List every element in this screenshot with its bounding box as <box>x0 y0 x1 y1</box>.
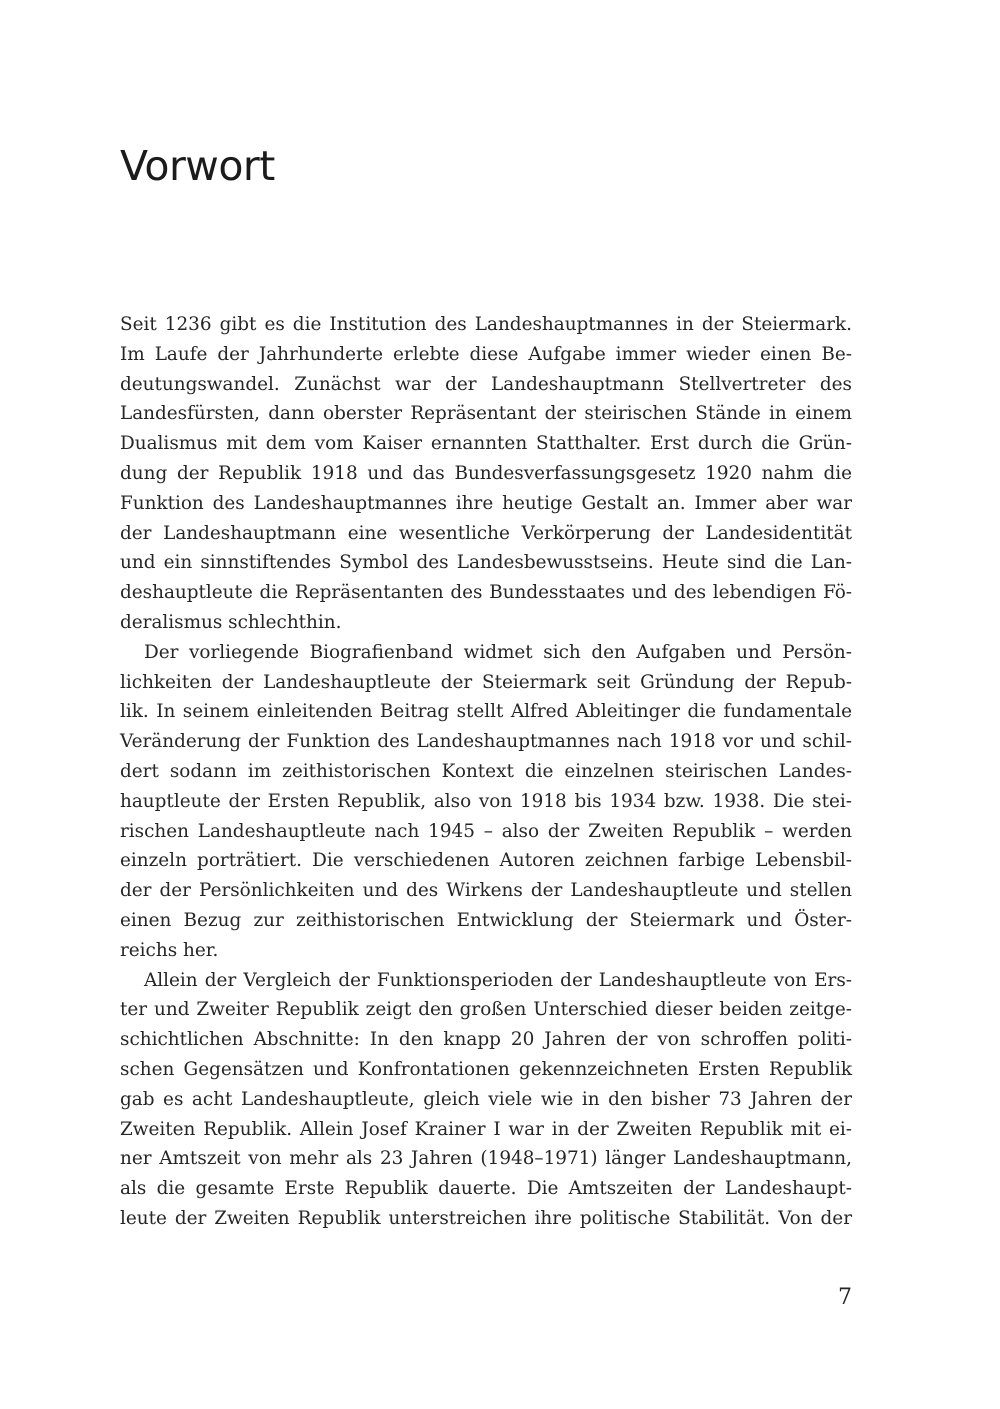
text-line: als die gesamte Erste Republik dauerte. Die Amtszeiten der Landeshaupt- <box>120 1178 852 1200</box>
text-line: deutungswandel. Zunächst war der Landeshauptmann Stellvertreter des <box>120 373 852 395</box>
text-line: Dualismus mit dem vom Kaiser ernannten Statthalter. Erst durch die Grün- <box>120 433 852 455</box>
text-line: Veränderung der Funktion des Landeshauptmannes nach 1918 vor und schil- <box>120 731 852 753</box>
text-line: der Landeshauptmann eine wesentliche Verkörperung der Landesidentität <box>120 522 852 544</box>
paragraph <box>120 638 852 966</box>
text-line: Landesfürsten, dann oberster Repräsentant der steirischen Stände in einem <box>120 403 852 425</box>
text-line: Allein der Vergleich der Funktionsperioden der Landeshauptleute von Ers- <box>144 969 852 991</box>
text-line: einzeln porträtiert. Die verschiedenen Autoren zeichnen farbige Lebensbil- <box>120 850 852 872</box>
paragraph <box>120 966 852 1234</box>
text-line: leute der Zweiten Republik unterstreichen ihre politische Stabilität. Von der <box>120 1207 852 1229</box>
text-line: dung der Republik 1918 und das Bundesverfassungsgesetz 1920 nahm die <box>120 462 852 484</box>
text-line: gab es acht Landeshauptleute, gleich viele wie in den bisher 73 Jahren der <box>120 1088 852 1110</box>
paragraph <box>120 310 852 638</box>
body-text <box>120 310 852 1234</box>
text-line: reichs her. <box>120 939 219 961</box>
text-line: Funktion des Landeshauptmannes ihre heutige Gestalt an. Immer aber war <box>120 492 852 514</box>
page-number: 7 <box>838 1285 852 1310</box>
text-line: schichtlichen Abschnitte: In den knapp 20 Jahren der von schroffen politi- <box>120 1029 852 1051</box>
text-line: und ein sinnstiftendes Symbol des Landesbewusstseins. Heute sind die Lan- <box>120 552 852 574</box>
text-line: deralismus schlechthin. <box>120 611 342 633</box>
text-line: lichkeiten der Landeshauptleute der Steiermark seit Gründung der Repub- <box>120 671 852 693</box>
text-line: Der vorliegende Biografienband widmet sich den Aufgaben und Persön- <box>144 641 852 663</box>
text-line: der der Persönlichkeiten und des Wirkens der Landeshauptleute und stellen <box>120 880 852 902</box>
text-line: schen Gegensätzen und Konfrontationen gekennzeichneten Ersten Republik <box>120 1058 852 1080</box>
text-line: deshauptleute die Repräsentanten des Bundesstaates und des lebendigen Fö- <box>120 582 852 604</box>
text-line: einen Bezug zur zeithistorischen Entwicklung der Steiermark und Öster- <box>120 909 852 931</box>
text-line: rischen Landeshauptleute nach 1945 – also der Zweiten Republik – werden <box>120 820 852 842</box>
text-line: hauptleute der Ersten Republik, also von 1918 bis 1934 bzw. 1938. Die stei- <box>120 790 852 812</box>
text-line: Seit 1236 gibt es die Institution des Landeshauptmannes in der Steiermark. <box>120 314 852 335</box>
text-line: dert sodann im zeithistorischen Kontext die einzelnen steirischen Landes- <box>120 760 852 782</box>
text-line: lik. In seinem einleitenden Beitrag stellt Alfred Ableitinger die fundamentale <box>120 701 852 723</box>
page-title: Vorwort <box>120 142 275 190</box>
text-line: ter und Zweiter Republik zeigt den großen Unterschied dieser beiden zeitge- <box>120 999 852 1021</box>
text-line: Zweiten Republik. Allein Josef Krainer I war in der Zweiten Republik mit ei- <box>120 1118 852 1140</box>
text-line: Im Laufe der Jahrhunderte erlebte diese Aufgabe immer wieder einen Be- <box>120 343 852 365</box>
text-line: ner Amtszeit von mehr als 23 Jahren (1948–1971) länger Landeshauptmann, <box>120 1148 852 1170</box>
